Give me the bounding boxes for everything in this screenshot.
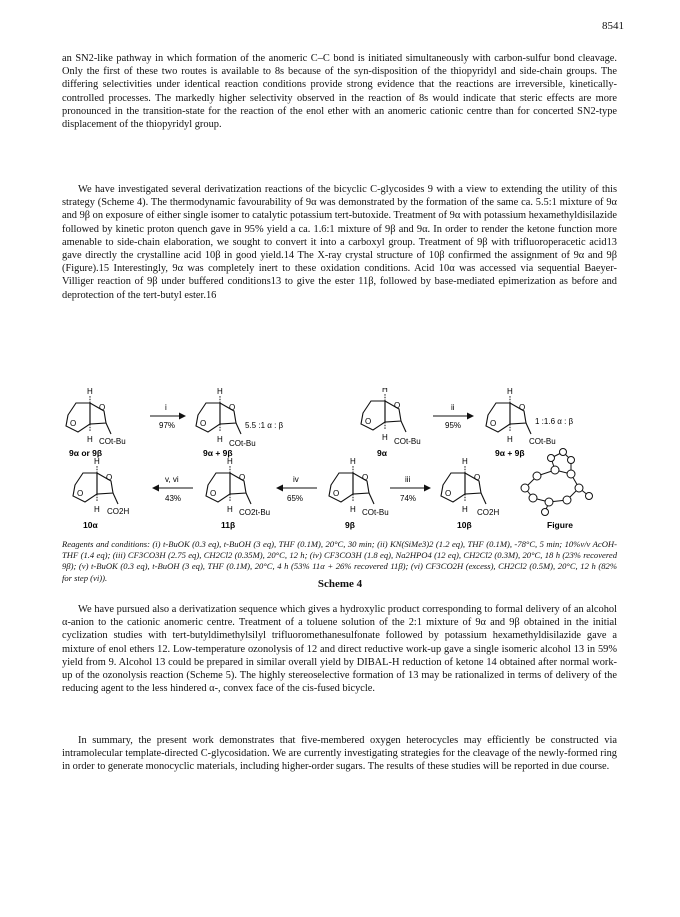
atom-h: H (94, 505, 100, 514)
atom-h: H (87, 388, 93, 396)
atom-o: O (70, 419, 77, 428)
paragraph-hydroxylic: We have pursued also a derivatization sequence which gives a hydroxylic product corresponding to formal delivery of an alcohol α-anion to the cationic anomeric centre. Treatment of a toluene solution of the 2:1 mixture of 9α and 9β obtained in the initial cyclization studies with tert-butyldimethylsilyl trifluoromethanesulfonate followed by potassium hexamethyldisilazide gave a mixture of enol ethers 12. Low-temperature ozonolysis of 12 and direct reductive work-up gave a single isomeric alcohol 13 in 59% yield from 9. Alcohol 13 could be prepared in similar overall yield by DIBAL-H reduction of ketone 14 obtained after normal work-up of the ozonolysis reaction (Scheme 5). The highly stereoselective formation of 13 may be rationalized in terms of delivery of the reducing agent to the less hindered α-, convex face of the cis-fused bicycle. (62, 604, 617, 695)
atom-o: O (474, 473, 481, 482)
compound-9a-or-9b (66, 388, 126, 458)
yield-label: 74% (400, 494, 417, 503)
atom-h: H (462, 457, 468, 466)
atom-h: H (462, 505, 468, 514)
compound-9a-plus-9b (196, 388, 284, 458)
atom-o: O (106, 473, 113, 482)
compound-label: 10α (83, 520, 98, 530)
substituent-label: COt-Bu (529, 437, 556, 446)
atom-o: O (99, 403, 106, 412)
substituent-label: CO2H (107, 507, 130, 516)
atom-h: H (350, 505, 356, 514)
scheme-title: Scheme 4 (317, 578, 363, 590)
step-label: ii (451, 403, 455, 412)
compound-label: 10β (457, 520, 472, 530)
atom-h: H (507, 388, 513, 396)
atom-o: O (77, 489, 84, 498)
yield-label: 95% (445, 421, 462, 430)
atom-h: H (227, 457, 233, 466)
atom-h: H (217, 388, 223, 396)
step-label: v, vi (165, 475, 179, 484)
atom-h: H (382, 433, 388, 442)
compound-9b (329, 457, 389, 530)
substituent-label: COt-Bu (362, 508, 389, 517)
atom-o: O (200, 419, 207, 428)
xray-crystal-structure (521, 449, 593, 516)
atom-o: O (239, 473, 246, 482)
arrow-step-iv (277, 475, 317, 503)
compound-10b (441, 457, 499, 530)
atom-h: H (217, 435, 223, 444)
atom-h: H (87, 435, 93, 444)
ratio-label: 5.5 :1 α : β (245, 421, 284, 430)
compound-label: 9β (345, 520, 355, 530)
atom-h: H (350, 457, 356, 466)
paragraph-derivatization: We have investigated several derivatization reactions of the bicyclic C-glycosides 9 with a view to extending the utility of this strategy (Scheme 4). The thermodynamic favourability of 9α was demonstrated by the formation of the same ca. 5.5:1 mixture of 9α and 9β on exposure of either single isomer to catalytic potassium tert-butoxide. Treatment of 9α with potassium hexamethyldisilazide followed by kinetic proton quench gave in 95% yield a ca. 1.6:1 mixture of 9β and 9α. In order to render the ketone function more amenable to side-chain elaboration, we sought to convert it into a carboxyl group. Treatment of 9β with trifluoroperacetic acid13 gave directly the crystalline acid 10β in good yield.14 The X-ray crystal structure of 10β confirmed the assignment of 9α and 9β (Figure).15 Interestingly, 9α was completely inert to these oxidation conditions. Acid 10α was accessed via sequential Baeyer-Villiger reaction of 9β under buffered conditions13 to give the ester 11β, followed by base-mediated epimerization as before and deprotection of the tert-butyl ester.16 (62, 184, 617, 301)
atom-o: O (333, 489, 340, 498)
atom-h: H (507, 435, 513, 444)
compound-label: 9α + 9β (495, 448, 525, 458)
figure-label: Figure (547, 520, 573, 530)
compound-9a (361, 388, 421, 458)
compound-10a (73, 457, 129, 530)
paragraph-intro: an SN2-like pathway in which formation of the anomeric C–C bond is initiated simultaneously with carbon-sulfur bond cleavage. Only the first of these two routes is available to 8s because of the syn-disposition of the thiopyridyl and side-chain groups. The differing selectivities under identical reaction conditions provide strong evidence that the reactions are irreversible, kinetically-controlled processes. The markedly higher selectivity observed in the reaction of 8s would indicate that steric effects are more pronounced in the transition-state for the reaction of the enol ether with an anomeric cationic centre than for concerted SN2-type displacement of the thiopyridyl group. (62, 53, 617, 131)
atom-o: O (229, 403, 236, 412)
step-label: i (165, 403, 167, 412)
compound-11b (206, 457, 270, 530)
atom-o: O (210, 489, 217, 498)
arrow-step-iii (390, 475, 430, 503)
yield-label: 43% (165, 494, 182, 503)
compound-label: 11β (221, 520, 236, 530)
substituent-label: COt-Bu (394, 437, 421, 446)
atom-h: H (227, 505, 233, 514)
compound-label: 9α (377, 448, 387, 458)
compound-label: 9α or 9β (69, 448, 103, 458)
atom-h: H (382, 388, 388, 394)
step-label: iii (405, 475, 411, 484)
atom-o: O (365, 417, 372, 426)
scheme-4-diagram (55, 388, 635, 538)
yield-label: 65% (287, 494, 304, 503)
ratio-label: 1 :1.6 α : β (535, 417, 574, 426)
yield-label: 97% (159, 421, 176, 430)
paragraph-summary: In summary, the present work demonstrates that five-membered oxygen heterocycles may efficiently be constructed via intramolecular template-directed C-glycosidation. We are currently investigating strategies for the cleavage of the newly-formed ring in order to generate monocyclic materials, including higher-order sugars. The results of these studies will be reported in due course. (62, 735, 617, 773)
compound-label: 9α + 9β (203, 448, 233, 458)
step-label: iv (293, 475, 299, 484)
atom-o: O (394, 401, 401, 410)
atom-o: O (490, 419, 497, 428)
atom-o: O (362, 473, 369, 482)
arrow-step-v-vi (153, 475, 193, 503)
atom-o: O (519, 403, 526, 412)
reagents-and-conditions: Reagents and conditions: (i) t-BuOK (0.3 eq), t-BuOH (3 eq), THF (0.1M), 20°C, 30 min; (ii) KN(SiMe3)2 (1.2 eq), THF (0.1M), -78°C, 5 min; 10%v/v AcOH-THF (1.4 eq); (iii) CF3CO3H (2.75 eq), CH2Cl2 (0.35M), 20°C, 12 h; (iv) CF3CO3H (1.8 eq), Na2HPO4 (12 eq), CH2Cl2 (0.3M), 20°C, 18 h (23% recovered 9β); (v) t-BuOK (0.3 eq), t-BuOH (3 eq), THF (0.1M), 20°C, 4 h (53% 11α + 26% recovered 11β); (vi) CF3CO2H (excess), CH2Cl2 (0.5M), 20°C, 12 h (82% for step (vi)). (62, 539, 617, 583)
atom-o: O (445, 489, 452, 498)
page-number: 8541 (602, 20, 624, 32)
substituent-label: COt-Bu (229, 439, 256, 448)
substituent-label: CO2H (477, 508, 500, 517)
arrow-step-i (150, 403, 185, 430)
substituent-label: COt-Bu (99, 437, 126, 446)
compound-9a-plus-9b-kinetic (486, 388, 574, 458)
arrow-step-ii (433, 403, 473, 430)
atom-h: H (94, 457, 100, 466)
substituent-label: CO2t-Bu (239, 508, 271, 517)
